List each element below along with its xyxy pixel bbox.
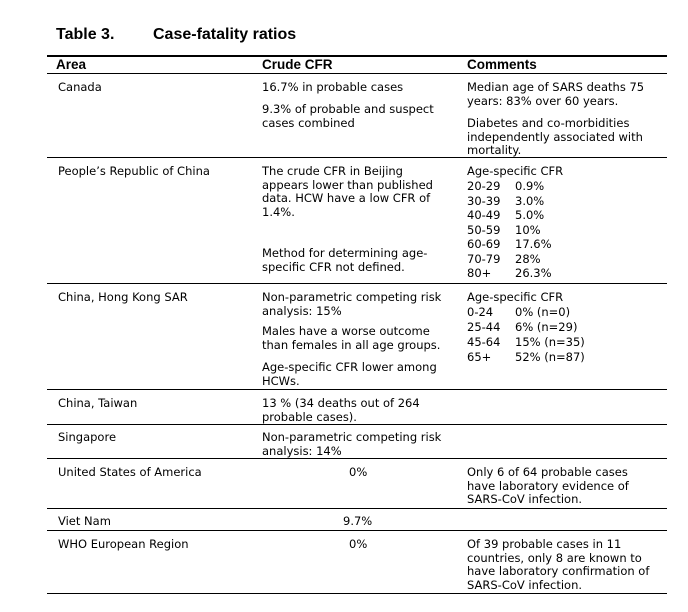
- cfr-usa: 0%: [349, 465, 368, 479]
- table-number: Table 3.: [56, 26, 115, 43]
- row-divider: [47, 389, 667, 390]
- age-group: 40-49: [467, 208, 501, 222]
- area-taiwan: China, Taiwan: [58, 396, 138, 410]
- age-group: 0-24: [467, 305, 494, 319]
- age-value: 3.0%: [515, 193, 545, 208]
- header-comments: Comments: [467, 57, 537, 72]
- top-rule: [47, 55, 667, 57]
- area-usa: United States of America: [58, 465, 202, 479]
- header-area: Area: [56, 57, 87, 72]
- row-divider: [47, 458, 667, 459]
- age-group: 25-44: [467, 320, 501, 334]
- cfr-china-2: Method for determining age- specific CFR not defined.: [262, 246, 428, 274]
- age-group: 60-69: [467, 237, 501, 251]
- age-group: 70-79: [467, 251, 501, 266]
- row-divider: [47, 283, 667, 284]
- area-europe: WHO European Region: [58, 537, 189, 551]
- age-value: 6% (n=29): [515, 320, 578, 334]
- cfr-canada-2: 9.3% of probable and suspect cases combined: [262, 102, 434, 130]
- row-divider: [47, 508, 667, 509]
- header-rule: [47, 73, 667, 74]
- area-china: People’s Republic of China: [58, 164, 210, 178]
- table-title: Case-fatality ratios: [153, 26, 297, 43]
- area-vietnam: Viet Nam: [58, 514, 111, 528]
- age-row: [467, 252, 552, 267]
- row-divider: [47, 424, 667, 425]
- age-row: [467, 179, 552, 194]
- age-row: [467, 266, 552, 281]
- age-value: 28%: [515, 251, 541, 266]
- age-table-china: [467, 179, 552, 281]
- age-title-china: Age-specific CFR: [467, 164, 564, 178]
- cfr-hongkong-3: Age-specific CFR lower among HCWs.: [262, 360, 437, 388]
- age-group: 45-64: [467, 335, 501, 349]
- age-value: 0% (n=0): [515, 305, 571, 319]
- age-value: 26.3%: [515, 266, 552, 280]
- age-row: [467, 335, 585, 350]
- age-row: [467, 194, 552, 209]
- age-title-hongkong: Age-specific CFR: [467, 290, 564, 304]
- age-group: 20-29: [467, 179, 501, 193]
- header-crude-cfr: Crude CFR: [262, 57, 333, 72]
- age-group: 50-59: [467, 222, 501, 237]
- area-canada: Canada: [58, 80, 102, 94]
- table-caption: [56, 26, 296, 44]
- age-value: 5.0%: [515, 208, 545, 222]
- row-divider: [47, 530, 667, 531]
- age-group: 80+: [467, 266, 492, 280]
- cfr-vietnam: 9.7%: [343, 514, 373, 528]
- cfr-canada-1: 16.7% in probable cases: [262, 80, 404, 94]
- age-value: 0.9%: [515, 179, 545, 193]
- area-hongkong: China, Hong Kong SAR: [58, 290, 188, 304]
- cfr-hongkong-1: Non-parametric competing risk analysis: 15%: [262, 290, 442, 318]
- age-row: [467, 223, 552, 238]
- age-group: 65+: [467, 350, 492, 364]
- comment-canada-2: Diabetes and co-morbidities independently associated with mortality.: [467, 116, 643, 157]
- age-value: 10%: [515, 222, 541, 237]
- comment-europe: Of 39 probable cases in 11 countries, only 8 are known to have laboratory confirmation of SARS-CoV infection.: [467, 537, 650, 592]
- cfr-singapore: Non-parametric competing risk analysis: 14%: [262, 430, 442, 458]
- age-row: [467, 320, 585, 335]
- cfr-china-1: The crude CFR in Beijing appears lower than published data. HCW have a low CFR of 1.4%.: [262, 164, 433, 219]
- cfr-hongkong-2: Males have a worse outcome than females in all age groups.: [262, 324, 441, 352]
- comment-canada-1: Median age of SARS deaths 75 years: 83% over 60 years.: [467, 80, 645, 108]
- area-singapore: Singapore: [58, 430, 117, 444]
- bottom-rule: [47, 593, 667, 594]
- age-row: [467, 350, 585, 365]
- age-table-hongkong: [467, 305, 585, 365]
- age-row: [467, 237, 552, 252]
- age-value: 52% (n=87): [515, 350, 585, 364]
- age-value: 17.6%: [515, 237, 552, 251]
- age-row: [467, 208, 552, 223]
- age-group: 30-39: [467, 193, 501, 208]
- cfr-taiwan: 13 % (34 deaths out of 264 probable cases).: [262, 396, 420, 424]
- row-divider: [47, 157, 667, 158]
- age-value: 15% (n=35): [515, 335, 585, 349]
- cfr-europe: 0%: [349, 537, 368, 551]
- comment-usa: Only 6 of 64 probable cases have laboratory evidence of SARS-CoV infection.: [467, 465, 629, 506]
- age-row: [467, 305, 585, 320]
